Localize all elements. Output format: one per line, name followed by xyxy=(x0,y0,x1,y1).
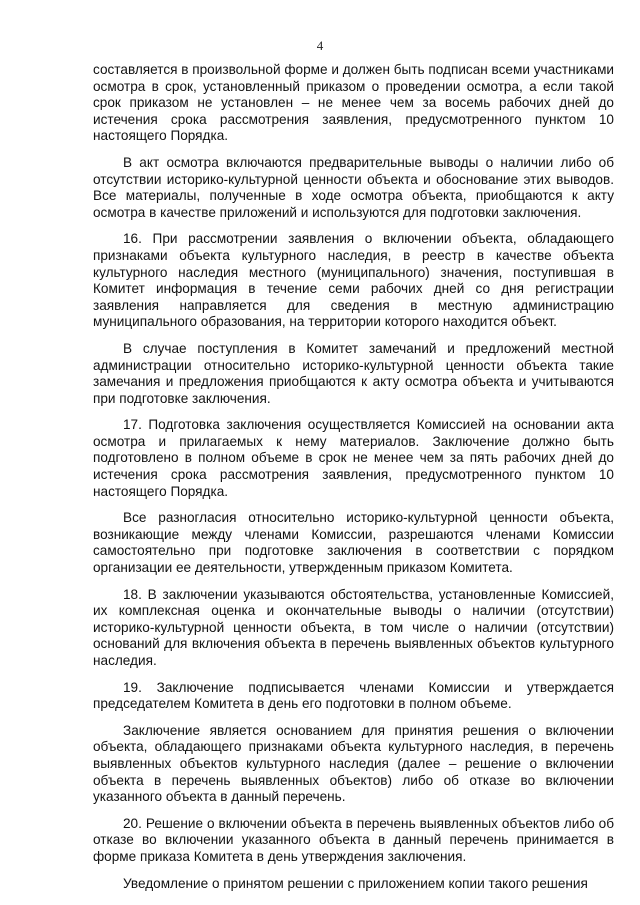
paragraph-20: 20. Решение о включении объекта в перечень выявленных объектов либо об отказе во включении указанного объекта в данный перечень принимается в форме приказа Комитета в день утверждения заключения. xyxy=(93,815,614,864)
paragraph-16: 16. При рассмотрении заявления о включении объекта, обладающего признаками объекта культурного наследия, в реестр в качестве объекта культурного наследия местного (муниципального) значения, поступившая в Комитет информация в течение семи рабочих дней со дня регистрации заявления направляется для сведения в местную администрацию муниципального образования, на территории которого находится объект. xyxy=(93,231,614,330)
paragraph-local-administration-remarks: В случае поступления в Комитет замечаний и предложений местной администрации относительно историко-культурной ценности объекта такие замечания и предложения приобщаются к акту осмотра объекта и учитываются при подготовке заключения. xyxy=(93,340,614,406)
paragraph-commission-disagreements: Все разногласия относительно историко-культурной ценности объекта, возникающие между членами Комиссии, разрешаются членами Комиссии самостоятельно при подготовке заключения в соответствии с порядком организации ее деятельности, утвержденным приказом Комитета. xyxy=(93,510,614,576)
paragraph-inspection-act-conclusions: В акт осмотра включаются предварительные выводы о наличии либо об отсутствии историко-культурной ценности объекта и обоснование этих выводов. Все материалы, полученные в ходе осмотра объекта, приобщаются к акту осмотра в качестве приложений и используются для подготовки заключения. xyxy=(93,154,614,220)
paragraph-conclusion-basis: Заключение является основанием для принятия решения о включении объекта, обладающего признаками объекта культурного наследия, в перечень выявленных объектов культурного наследия (далее – решение о включении объекта в перечень выявленных объектов) либо об отказе во включении указанного объекта в данный перечень. xyxy=(93,722,614,805)
paragraph-17: 17. Подготовка заключения осуществляется Комиссией на основании акта осмотра и прилагаемых к нему материалов. Заключение должно быть подготовлено в полном объеме в срок не менее чем за пять рабочих дней до истечения срока рассмотрения заявления, предусмотренного пунктом 10 настоящего Порядка. xyxy=(93,417,614,499)
paragraph-continuation: составляется в произвольной форме и должен быть подписан всеми участниками осмотра в срок, установленный приказом о проведении осмотра, а если такой срок приказом не установлен – не менее чем за восемь рабочих дней до истечения срока рассмотрения заявления, предусмотренного пунктом 10 настоящего Порядка. xyxy=(93,62,615,144)
page-number: 4 xyxy=(316,38,324,53)
paragraph-18: 18. В заключении указываются обстоятельства, установленные Комиссией, их комплексная оценка и окончательные выводы о наличии (отсутствии) историко-культурной ценности объекта, в том числе о наличии (отсутствии) оснований для включения объекта в перечень выявленных объектов культурного наследия. xyxy=(93,586,614,668)
paragraph-19: 19. Заключение подписывается членами Комиссии и утверждается председателем Комитета в день его подготовки в полном объеме. xyxy=(93,679,614,712)
paragraph-notification: Уведомление о принятом решении с приложением копии такого решения xyxy=(123,875,588,891)
document-body xyxy=(93,62,614,902)
